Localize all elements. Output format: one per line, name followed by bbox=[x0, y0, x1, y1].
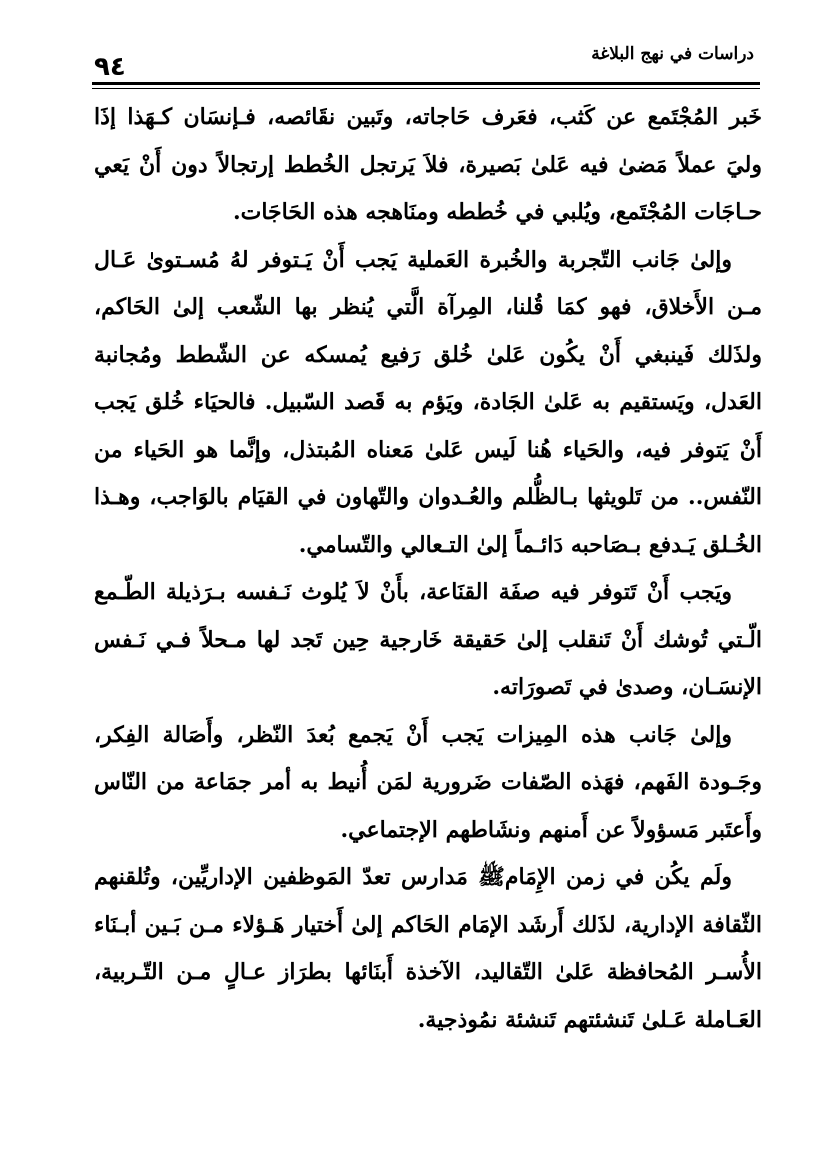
header-rule-thin bbox=[92, 88, 760, 89]
header-rule-thick bbox=[92, 82, 760, 85]
paragraph-1: خَبر المُجْتَمع عن كَثب، فعَرف حَاجاته، وتَبين نقَائصه، فـإنسَان كـهَذا إذَا وليَ عملاً مَضىٰ فيه عَلىٰ بَصيرة، فلاَ يَرتجل الخُطط إرتجالاً دون أَنْ يَعي حـاجَات المُجْتَمع، ويُلبي في خُططه ومنَاهجه هذه الحَاجَات. bbox=[94, 104, 762, 225]
paragraph-4: وإلىٰ جَانب هذه المِيزات يَجب أَنْ يَجمع بُعدَ النّظر، وأَصَالة الفِكر، وجَـودة الفَهم، فهَذه الصّفات ضَرورية لمَن أُنيط به أمر جمَاعة من النّاس وأَعتَبر مَسؤولاً عن أَمنهم ونشَاطهم الإجتماعي. bbox=[94, 721, 762, 843]
page-number: ٩٤ bbox=[94, 52, 126, 82]
running-title: دراسات في نهج البلاغة bbox=[591, 44, 754, 64]
text-body bbox=[94, 94, 762, 1094]
paragraph-3: ويَجب أَنْ تَتوفر فيه صفَة القنَاعة، بأَنْ لاَ يُلوث نَـفسه بـرَذيلة الطّـمع الّـتي تُوشك أَنْ تَنقلب إلىٰ حَقيقة خَارجية حِين تَجد لها مـحلاً فـي نَـفس الإنسَـان، وصدىٰ في تَصورَاته. bbox=[94, 579, 762, 700]
paragraph-5: ولَم يكُن في زمن الإِمَامﷺ مَدارس تعدّ المَوظفين الإداريِّين، وتُلقنهم الثّقافة الإدارية، لذَلك أَرشَد الإمَام الحَاكم إلىٰ أَختيار هَـؤلاء مـن بَـين أبـنَاء الأُسـر المُحافظة عَلىٰ التّقاليد، الآخذة أَبنَائها بطرَاز عـالٍ مـن التّـربية، العَـاملة عَـلىٰ تَنشئتهم تَنشئة نمُوذجية. bbox=[94, 864, 762, 1033]
page-header bbox=[92, 38, 760, 90]
paragraph-2: وإلىٰ جَانب التّجربة والخُبرة العَملية يَجب أَنْ يَـتوفر لهُ مُسـتوىٰ عَـال مـن الأَخلاق، فهو كمَا قُلنا، المِرآة الَّتي يُنظر بها الشّعب إلىٰ الحَاكم، ولذَلك فَينبغي أَنْ يكُون عَلىٰ خُلق رَفيع يُمسكه عن الشّطط ومُجانبة العَدل، ويَستقيم به عَلىٰ الجَادة، ويَؤم به قَصد السّبيل. فالحيَاء خُلق يَجب أَنْ يَتوفر فيه، والحَياء هُنا لَيس عَلىٰ مَعناه المُبتذل، وإنَّما هو الحَياء من النّفس.. من تَلويثها بـالظُّلم والعُـدوان والتّهاون في القيَام بالوَاجب، وهـذا الخُـلق يَـدفع بـصَاحبه دَائـماً إلىٰ التـعالي والتّسامي. bbox=[94, 246, 762, 558]
